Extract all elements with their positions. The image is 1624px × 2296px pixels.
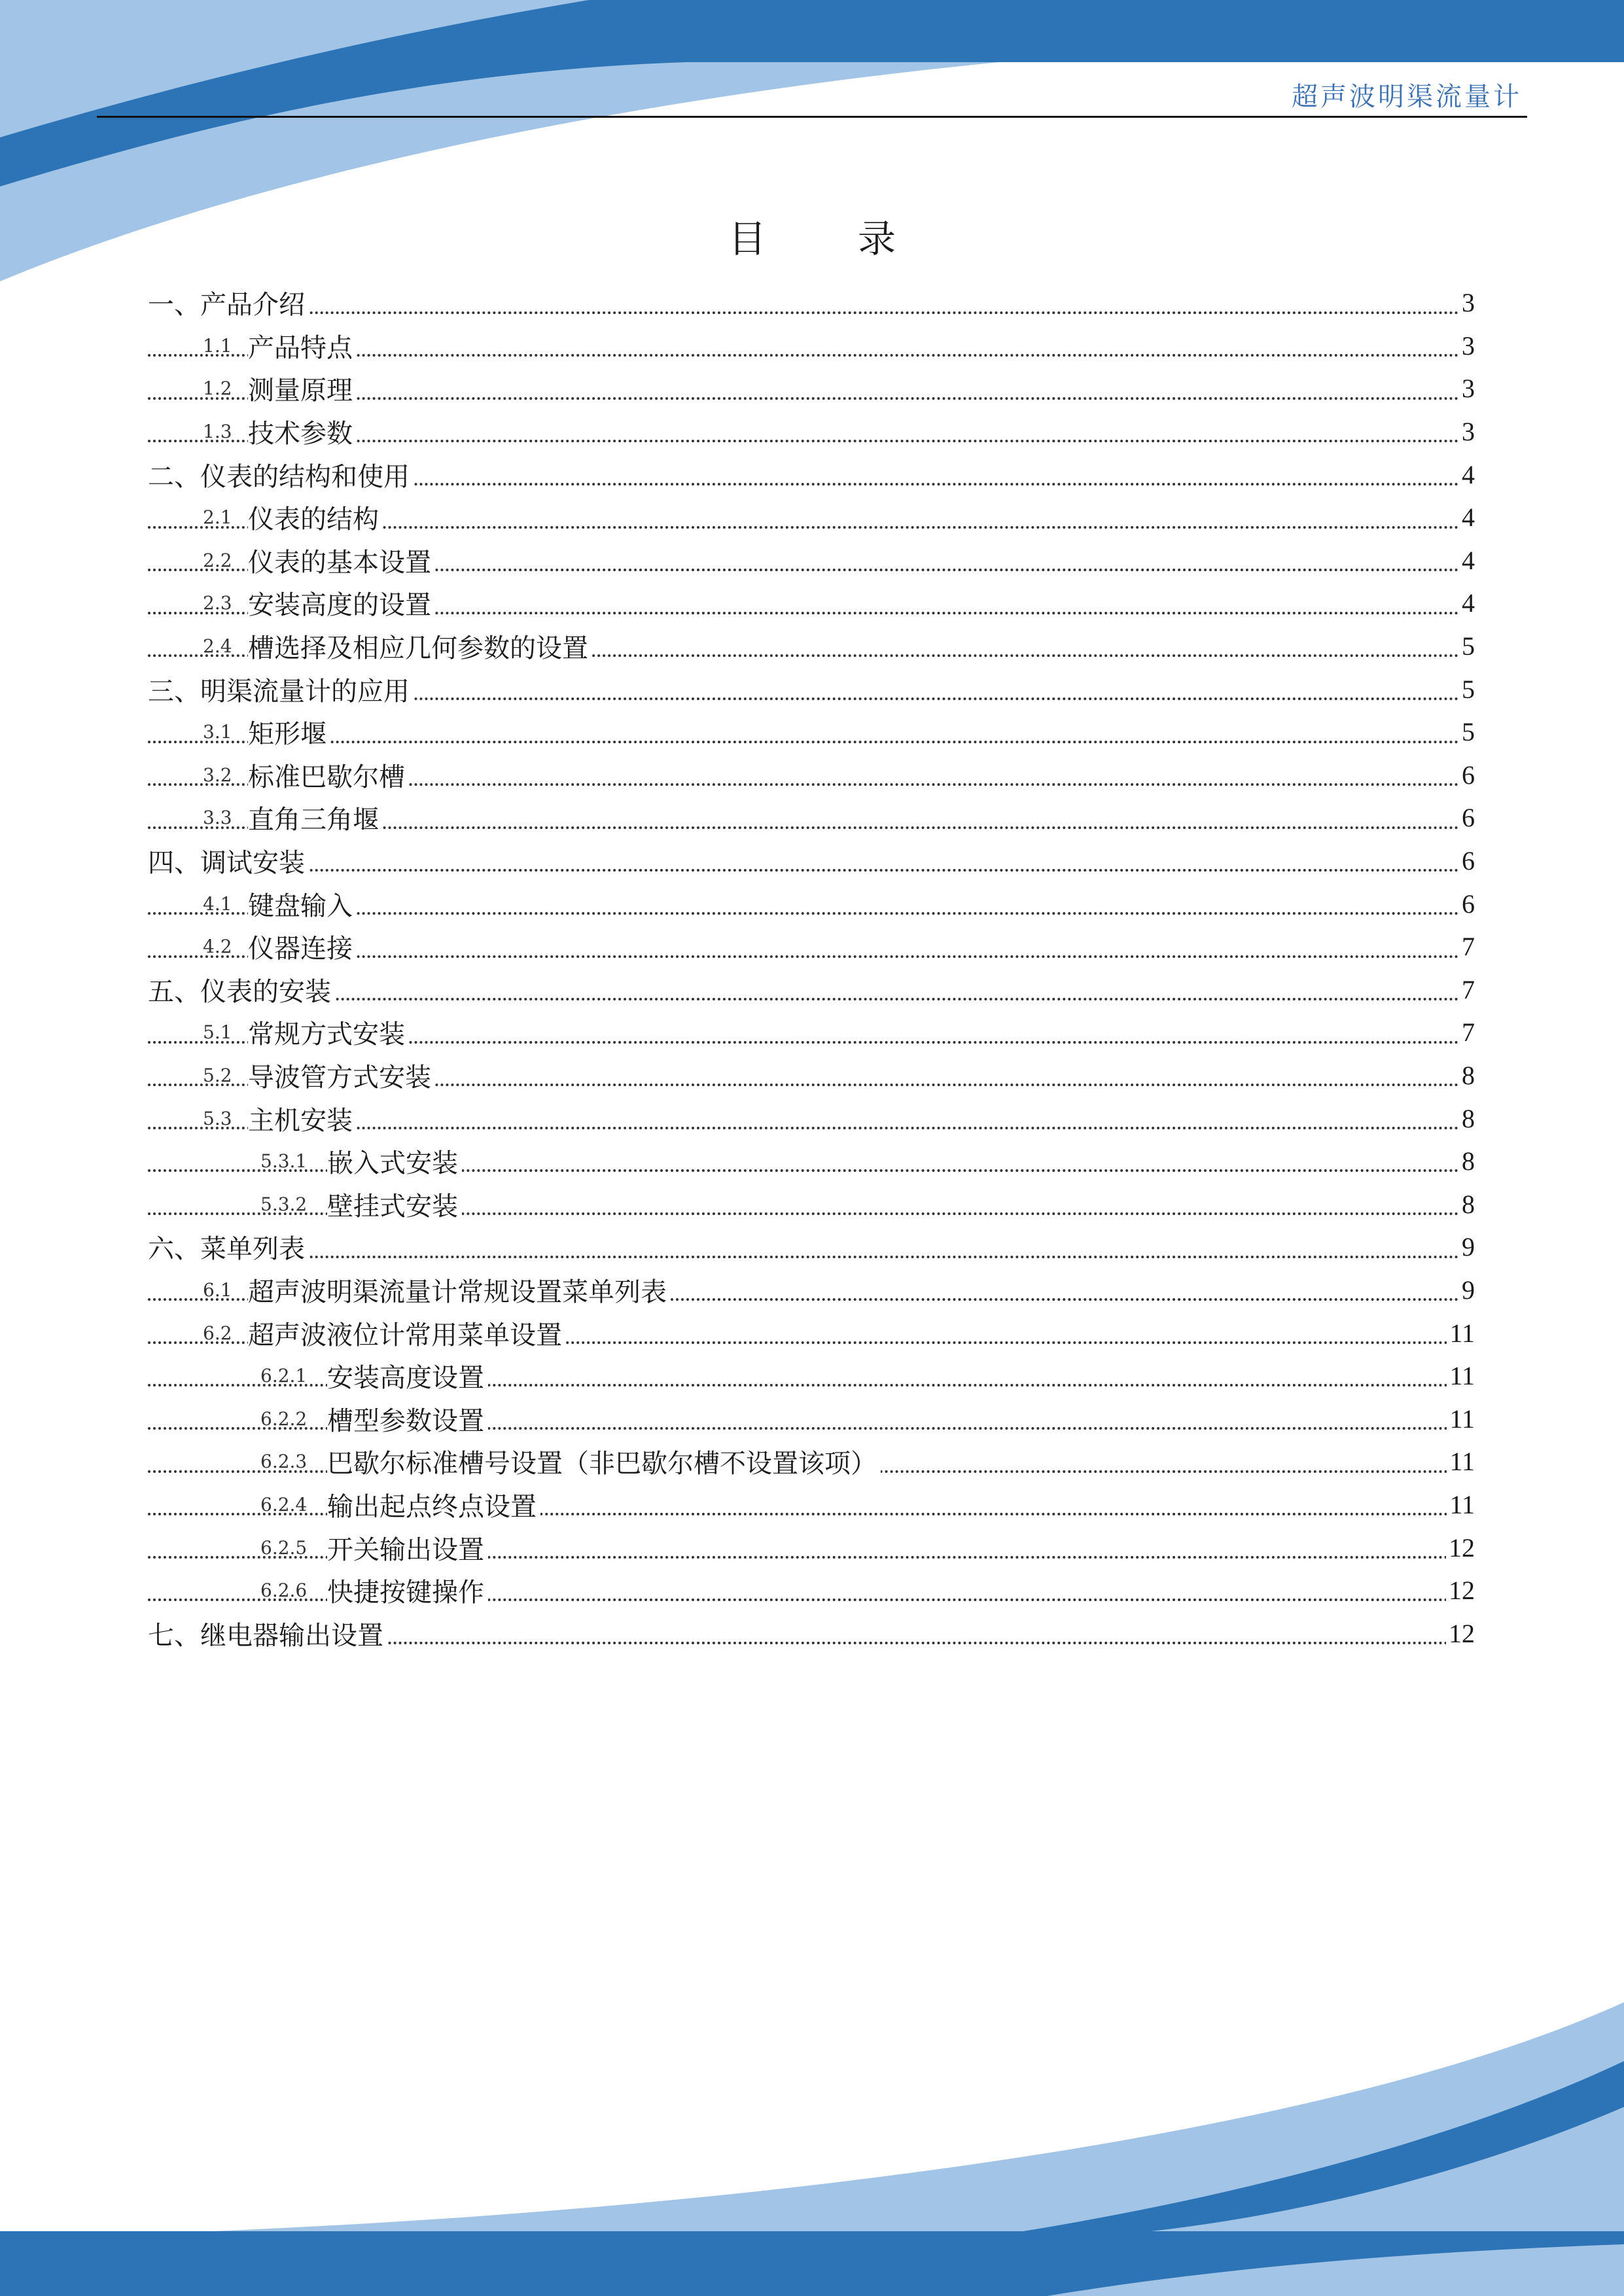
toc-entry-number: 1.2	[203, 378, 232, 400]
toc-entry[interactable]	[148, 281, 1475, 325]
toc-entry-label: 测量原理	[248, 370, 357, 407]
toc-entry[interactable]	[148, 325, 1475, 368]
toc-entry[interactable]	[148, 925, 1475, 968]
toc-entry[interactable]	[148, 1354, 1475, 1398]
toc-entry[interactable]	[148, 711, 1475, 754]
toc-entry[interactable]	[148, 410, 1475, 453]
dot-leader	[148, 869, 1475, 872]
toc-entry-label: 直角三角堰	[248, 799, 383, 836]
toc-entry-label: 槽型参数设置	[327, 1400, 488, 1438]
toc-entry-label: 安装高度的设置	[248, 584, 435, 622]
toc-entry-label: 嵌入式安装	[327, 1142, 462, 1180]
toc-entry-page: 7	[1459, 931, 1475, 962]
toc-entry-label: 安装高度设置	[327, 1357, 488, 1394]
toc-title-char: 目	[728, 217, 766, 261]
toc-entry-page: 8	[1459, 1103, 1475, 1134]
toc-entry-label: 超声波明渠流量计常规设置菜单列表	[248, 1271, 671, 1309]
toc-entry-page: 3	[1459, 330, 1475, 361]
toc-entry[interactable]	[148, 1526, 1475, 1569]
toc-entry[interactable]	[148, 367, 1475, 410]
toc-entry-label: 开关输出设置	[327, 1529, 488, 1566]
toc-entry[interactable]	[148, 1269, 1475, 1312]
toc-entry-page: 4	[1459, 459, 1475, 490]
toc-entry-number: 6.2.5	[260, 1536, 308, 1559]
toc-entry[interactable]	[148, 453, 1475, 496]
toc-entry-label: 导波管方式安装	[248, 1057, 435, 1094]
toc-entry-page: 6	[1459, 760, 1475, 790]
toc-entry-page: 7	[1459, 1017, 1475, 1048]
toc-entry[interactable]	[148, 754, 1475, 797]
header-rule	[97, 116, 1527, 118]
toc-entry-number: 2.4	[203, 635, 232, 658]
toc-entry[interactable]	[148, 1097, 1475, 1140]
toc-entry-page: 11	[1447, 1318, 1475, 1349]
toc-entry-label: 一、产品介绍	[148, 284, 309, 321]
document-header-title: 超声波明渠流量计	[1292, 82, 1522, 112]
toc-entry-page: 8	[1459, 1189, 1475, 1220]
toc-entry[interactable]	[148, 1011, 1475, 1054]
toc-entry-number: 1.3	[203, 421, 232, 443]
toc-entry-page: 12	[1446, 1618, 1475, 1649]
dot-leader	[148, 998, 1475, 1000]
toc-entry-page: 8	[1459, 1146, 1475, 1176]
toc-entry[interactable]	[148, 1226, 1475, 1269]
toc-entry-page: 9	[1459, 1275, 1475, 1305]
toc-entry-number: 5.3.2	[260, 1193, 308, 1215]
toc-entry[interactable]	[148, 1440, 1475, 1483]
toc-entry-number: 4.2	[203, 936, 232, 958]
toc-entry-label: 输出起点终点设置	[327, 1486, 540, 1523]
toc-entry-label: 仪表的基本设置	[248, 542, 435, 579]
toc-entry[interactable]	[148, 1612, 1475, 1655]
toc-entry[interactable]	[148, 496, 1475, 539]
toc-entry-page: 4	[1459, 502, 1475, 533]
toc-entry-label: 矩形堰	[248, 713, 330, 751]
toc-entry-page: 11	[1447, 1446, 1475, 1477]
toc-entry[interactable]	[148, 1182, 1475, 1226]
toc-entry-label: 常规方式安装	[248, 1014, 409, 1051]
toc-title-char: 录	[858, 217, 896, 261]
toc-entry-number: 2.3	[203, 592, 232, 614]
toc-entry-page: 5	[1459, 631, 1475, 662]
toc-entry[interactable]	[148, 839, 1475, 883]
toc-entry-label: 键盘输入	[248, 885, 357, 923]
toc-entry-page: 4	[1459, 588, 1475, 618]
toc-entry-label: 槽选择及相应几何参数的设置	[248, 627, 592, 665]
toc-entry[interactable]	[148, 1569, 1475, 1612]
toc-entry[interactable]	[148, 1054, 1475, 1097]
toc-entry-label: 超声波液位计常用菜单设置	[248, 1315, 566, 1352]
toc-entry-number: 2.2	[203, 549, 232, 571]
toc-entry[interactable]	[148, 582, 1475, 625]
toc-entry[interactable]	[148, 539, 1475, 582]
toc-entry[interactable]	[148, 1397, 1475, 1440]
toc-entry-number: 6.1	[203, 1279, 232, 1301]
toc-entry-label: 主机安装	[248, 1100, 357, 1137]
toc-entry-label: 仪表的结构	[248, 499, 383, 536]
toc-entry-number: 3.1	[203, 721, 232, 743]
toc-entry-page: 11	[1447, 1360, 1475, 1391]
dot-leader	[148, 1256, 1475, 1258]
toc-entry-page: 12	[1446, 1532, 1475, 1563]
toc-entry-label: 快捷按键操作	[327, 1572, 488, 1609]
toc-entry-page: 4	[1459, 545, 1475, 576]
toc-entry-label: 壁挂式安装	[327, 1186, 462, 1223]
toc-entry[interactable]	[148, 796, 1475, 839]
toc-entry[interactable]	[148, 1140, 1475, 1183]
toc-entry-page: 11	[1447, 1404, 1475, 1434]
toc-entry-label: 六、菜单列表	[148, 1228, 309, 1265]
toc-entry[interactable]	[148, 667, 1475, 711]
toc-entry-label: 五、仪表的安装	[148, 971, 335, 1008]
toc-entry[interactable]	[148, 1483, 1475, 1527]
toc-entry-page: 3	[1459, 373, 1475, 404]
toc-entry-number: 6.2.4	[260, 1493, 308, 1515]
toc-entry-number: 5.3	[203, 1107, 232, 1129]
toc-entry-number: 2.1	[203, 506, 232, 529]
toc-entry-label: 产品特点	[248, 327, 357, 364]
toc-entry-label: 七、继电器输出设置	[148, 1615, 387, 1652]
toc-entry-number: 5.1	[203, 1021, 232, 1044]
toc-entry[interactable]	[148, 968, 1475, 1012]
toc-entry-number: 6.2.1	[260, 1365, 308, 1387]
toc-entry[interactable]	[148, 882, 1475, 925]
toc-entry-number: 6.2.2	[260, 1407, 308, 1430]
toc-entry-label: 巴歇尔标准槽号设置（非巴歇尔槽不设置该项）	[327, 1443, 881, 1480]
toc-entry-page: 6	[1459, 845, 1475, 876]
toc-entry-page: 5	[1459, 674, 1475, 705]
toc-title	[0, 208, 1624, 263]
toc-entry-number: 5.3.1	[260, 1150, 308, 1173]
toc-entry-page: 5	[1459, 716, 1475, 747]
toc-entry-page: 3	[1459, 287, 1475, 318]
toc-entry[interactable]	[148, 625, 1475, 668]
toc-entry-page: 11	[1447, 1489, 1475, 1520]
toc-entry-label: 二、仪表的结构和使用	[148, 456, 414, 493]
toc-entry-label: 三、明渠流量计的应用	[148, 671, 414, 708]
toc-entry-page: 7	[1459, 974, 1475, 1005]
toc-entry-page: 6	[1459, 802, 1475, 833]
table-of-contents	[148, 281, 1475, 1655]
toc-entry-page: 8	[1459, 1060, 1475, 1091]
toc-entry-number: 1.1	[203, 334, 232, 357]
toc-entry-page: 12	[1446, 1575, 1475, 1606]
toc-entry-label: 四、调试安装	[148, 842, 309, 879]
toc-entry-page: 9	[1459, 1231, 1475, 1262]
toc-entry-number: 6.2.3	[260, 1451, 308, 1473]
toc-entry-page: 6	[1459, 889, 1475, 919]
toc-entry-number: 3.2	[203, 764, 232, 786]
toc-entry-number: 6.2.6	[260, 1580, 308, 1602]
toc-entry-page: 3	[1459, 416, 1475, 447]
toc-entry-label: 仪器连接	[248, 928, 357, 965]
toc-entry[interactable]	[148, 1311, 1475, 1354]
toc-entry-label: 技术参数	[248, 413, 357, 450]
toc-entry-number: 6.2	[203, 1322, 232, 1344]
toc-entry-number: 4.1	[203, 892, 232, 915]
toc-entry-number: 5.2	[203, 1064, 232, 1086]
toc-entry-number: 3.3	[203, 807, 232, 829]
toc-entry-label: 标准巴歇尔槽	[248, 756, 409, 794]
dot-leader	[148, 311, 1475, 314]
dot-leader	[148, 741, 1475, 743]
